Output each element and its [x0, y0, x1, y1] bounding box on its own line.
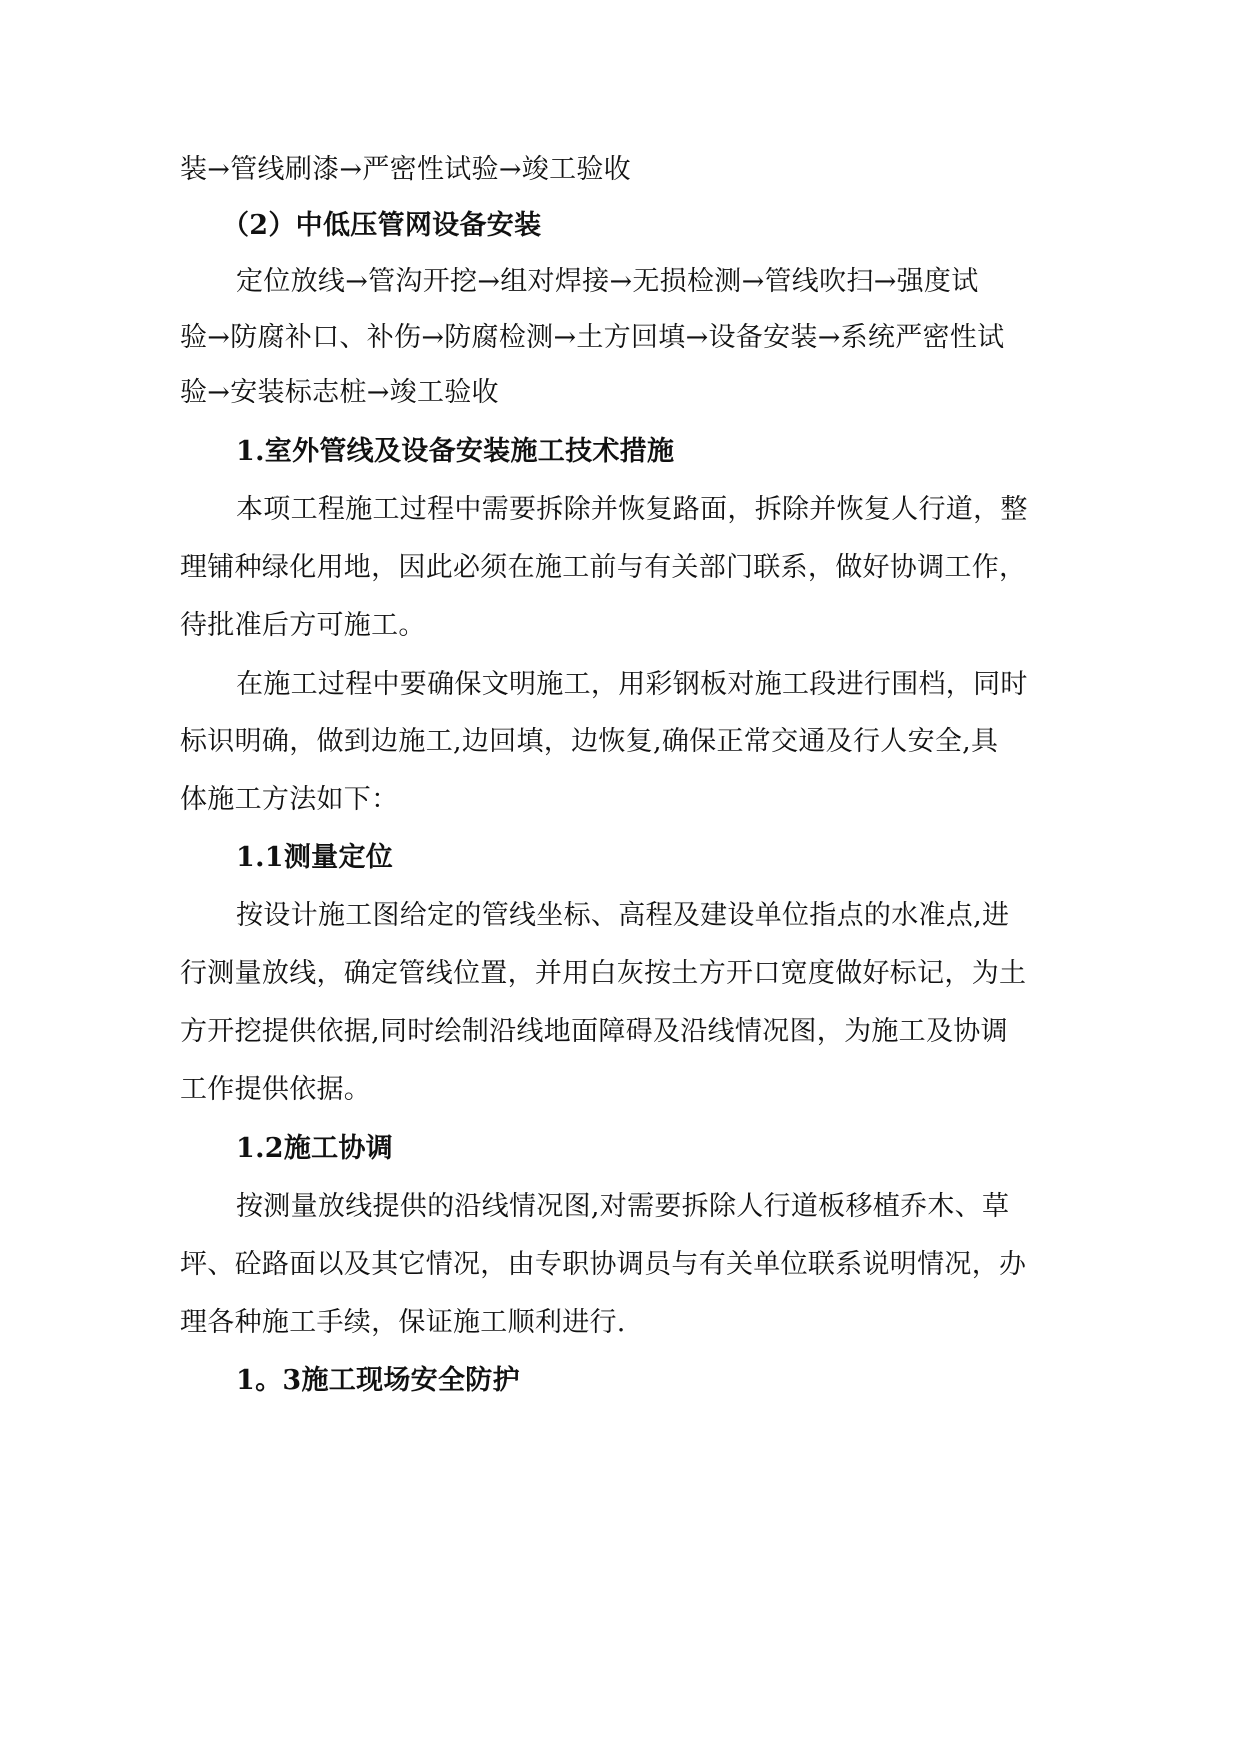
- section-heading: 1.室外管线及设备安装施工技术措施: [236, 436, 675, 467]
- paragraph-line: 按测量放线提供的沿线情况图,对需要拆除人行道板移植乔木、草: [236, 1191, 1010, 1222]
- section-heading: 1.2施工协调: [236, 1133, 394, 1164]
- paragraph-line: 验→防腐补口、补伤→防腐检测→土方回填→设备安装→系统严密性试: [180, 322, 1005, 353]
- paragraph-line: 理各种施工手续，保证施工顺利进行.: [180, 1307, 626, 1338]
- paragraph-line: 行测量放线，确定管线位置，并用白灰按土方开口宽度做好标记，为土: [180, 958, 1027, 989]
- paragraph-line: 装→管线刷漆→严密性试验→竣工验收: [180, 154, 631, 185]
- paragraph-line: 坪、砼路面以及其它情况，由专职协调员与有关单位联系说明情况，办: [180, 1249, 1027, 1280]
- paragraph-line: 按设计施工图给定的管线坐标、高程及建设单位指点的水准点,进: [236, 900, 1010, 931]
- paragraph-line: 方开挖提供依据,同时绘制沿线地面障碍及沿线情况图，为施工及协调: [180, 1016, 1008, 1047]
- paragraph-line: 标识明确，做到边施工,边回填，边恢复,确保正常交通及行人安全,具: [180, 726, 999, 757]
- paragraph-line: 工作提供依据。: [180, 1074, 372, 1105]
- paragraph-line: 定位放线→管沟开挖→组对焊接→无损检测→管线吹扫→强度试: [236, 266, 979, 297]
- section-heading: （2）中低压管网设备安装: [222, 210, 542, 241]
- paragraph-line: 理铺种绿化用地，因此必须在施工前与有关部门联系，做好协调工作，: [180, 552, 1027, 583]
- paragraph-line: 在施工过程中要确保文明施工，用彩钢板对施工段进行围档，同时: [236, 669, 1028, 700]
- section-heading: 1.1测量定位: [236, 842, 394, 873]
- paragraph-line: 验→安装标志桩→竣工验收: [180, 377, 499, 408]
- paragraph-line: 待批准后方可施工。: [180, 610, 426, 641]
- paragraph-line: 本项工程施工过程中需要拆除并恢复路面，拆除并恢复人行道，整: [236, 494, 1028, 525]
- paragraph-line: 体施工方法如下：: [180, 784, 399, 815]
- section-heading: 1。3施工现场安全防护: [236, 1365, 520, 1396]
